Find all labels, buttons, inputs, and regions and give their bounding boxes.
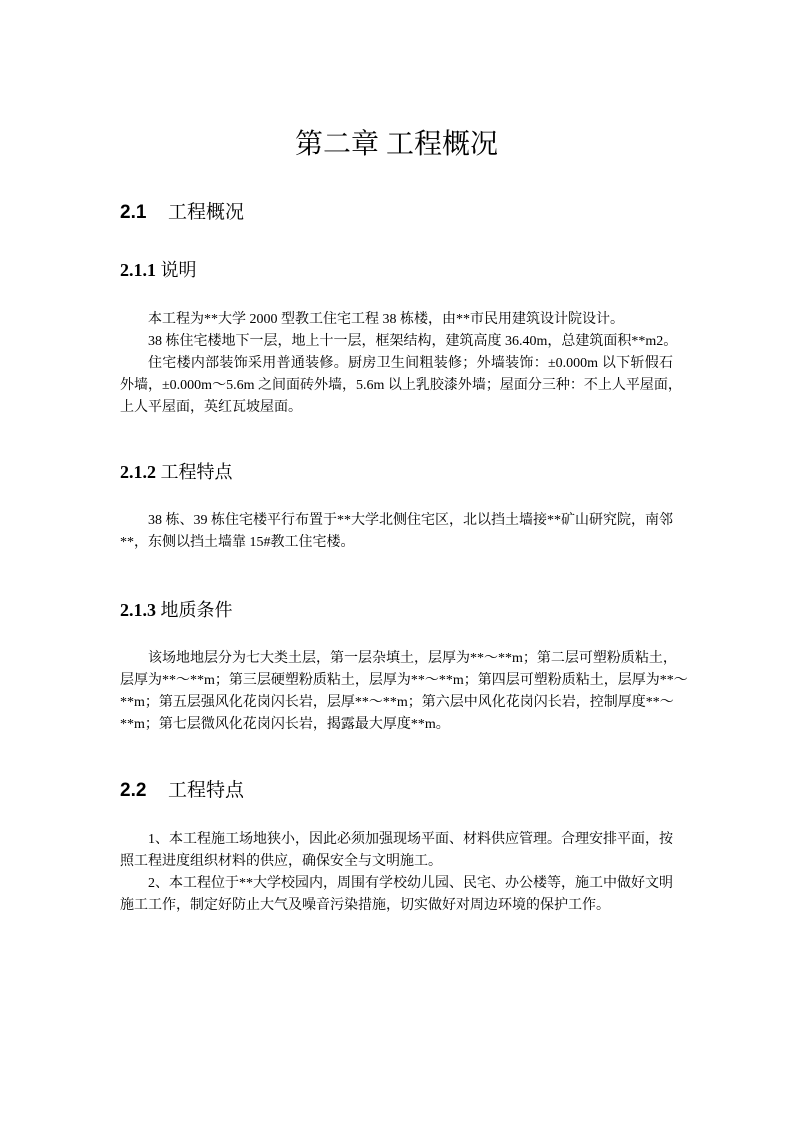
section-title: 地质条件 xyxy=(160,600,233,620)
text-line: 上人平屋面，英红瓦坡屋面。 xyxy=(120,400,302,415)
section-heading-2-2 xyxy=(120,778,244,804)
section-title: 工程概况 xyxy=(168,202,245,223)
section-heading-2-1-1 xyxy=(120,257,197,283)
section-number: 2.1.3 xyxy=(120,600,156,620)
text-line: 住宅楼内部装饰采用普通装修。厨房卫生间粗装修；外墙装饰：±0.000m 以下斩假石 xyxy=(148,356,673,371)
text-line: 该场地地层分为七大类土层，第一层杂填土，层厚为**～**m；第二层可塑粉质粘土， xyxy=(148,651,677,666)
section-heading-2-1 xyxy=(120,200,244,226)
text-line: 照工程进度组织材料的供应，确保安全与文明施工。 xyxy=(120,854,442,869)
chapter-title: 第二章 工程概况 xyxy=(294,129,498,160)
section-number: 2.1.1 xyxy=(120,260,156,280)
text-line: **，东侧以挡土墙靠 15#教工住宅楼。 xyxy=(120,535,355,550)
text-line: 外墙，±0.000m～5.6m 之间面砖外墙，5.6m 以上乳胶漆外墙；屋面分三种：不上人平屋面， xyxy=(120,378,682,393)
section-title: 工程特点 xyxy=(160,462,233,482)
text-line: 2、本工程位于**大学校园内，周围有学校幼儿园、民宅、办公楼等，施工中做好文明 xyxy=(148,876,673,891)
paragraph-geology xyxy=(120,648,688,736)
section-number: 2.1 xyxy=(120,202,147,223)
text-line: 层厚为**～**m；第三层硬塑粉质粘土，层厚为**～**m；第四层可塑粉质粘土，层厚为**～ xyxy=(120,673,688,688)
section-heading-2-1-2 xyxy=(120,459,233,485)
paragraph-project-features xyxy=(120,829,673,917)
text-line: 本工程为**大学 2000 型教工住宅工程 38 栋楼，由**市民用建筑设计院设计。 xyxy=(148,312,624,327)
text-line: 1、本工程施工场地狭小，因此必须加强现场平面、材料供应管理。合理安排平面，按 xyxy=(148,832,673,847)
paragraph-features xyxy=(120,510,673,554)
section-number: 2.2 xyxy=(120,780,147,801)
section-heading-2-1-3 xyxy=(120,597,233,623)
text-line: **m；第七层微风化花岗闪长岩，揭露最大厚度**m。 xyxy=(120,717,450,732)
section-title: 说明 xyxy=(160,260,197,280)
text-line: 施工工作，制定好防止大气及噪音污染措施，切实做好对周边环境的保护工作。 xyxy=(120,898,610,913)
section-number: 2.1.2 xyxy=(120,462,156,482)
text-line: **m；第五层强风化花岗闪长岩，层厚**～**m；第六层中风化花岗闪长岩，控制厚度**～ xyxy=(120,695,674,710)
text-line: 38 栋、39 栋住宅楼平行布置于**大学北侧住宅区，北以挡土墙接**矿山研究院，南邻 xyxy=(148,513,673,528)
paragraph-description xyxy=(120,309,682,419)
text-line: 38 栋住宅楼地下一层，地上十一层，框架结构，建筑高度 36.40m，总建筑面积**m2。 xyxy=(148,334,678,349)
section-title: 工程特点 xyxy=(168,780,245,801)
